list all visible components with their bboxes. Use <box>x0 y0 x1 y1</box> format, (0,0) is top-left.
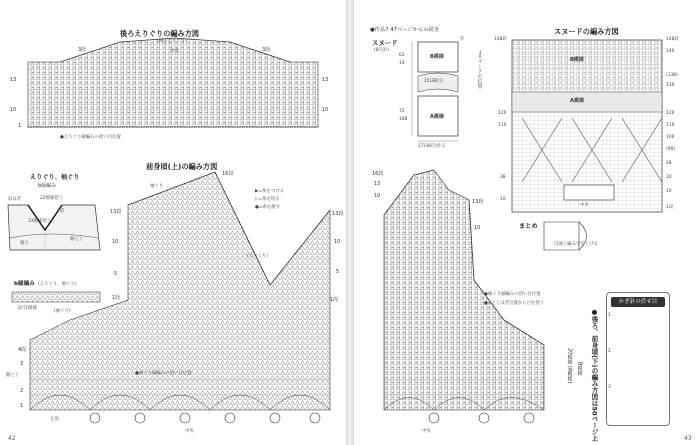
snood-left-row-110: 110 <box>498 123 507 128</box>
back-row-3-left: 3段 <box>78 47 87 53</box>
r-front-row-16: 16段 <box>372 171 384 177</box>
front-row-1-right: 1段 <box>330 297 339 303</box>
hook-step-2: 2 <box>608 349 611 354</box>
snood-row-138: (138) <box>666 73 678 78</box>
back-row-1: 1 <box>18 123 22 129</box>
continued-title: ●作品7 47ページからの続き <box>370 27 440 33</box>
snood-row-110: 110 <box>666 123 675 128</box>
front-row-16: 16段 <box>222 171 234 177</box>
back-row-13-right: 13 <box>322 77 329 83</box>
collar-33: 33模様拾う <box>28 219 52 224</box>
hook-step-1: 1 <box>608 313 611 318</box>
snood-chart-title: スヌードの編み方図 <box>554 27 619 36</box>
vertical-main-note: ●後ろ、前身頃(下)の編み方図は50ページ上 <box>590 308 599 442</box>
back-note: ●えりぐり縁編みの拾い目位置 <box>60 135 121 140</box>
legend-3: ●=糸を渡す <box>255 205 281 210</box>
front-row-10-left: 10 <box>112 239 119 245</box>
front-row-10-right: 10 <box>334 239 341 245</box>
start-label: 作 <box>460 37 465 42</box>
vertical-sub-2: B模様 <box>576 362 583 376</box>
width-label: 15(38目) <box>424 79 443 84</box>
front-row-3: 3 <box>20 361 24 367</box>
snood-row-140: 140 <box>666 49 675 54</box>
back-neck-label: (後ろえりぐり) <box>157 39 187 44</box>
collar-sub: b縁編み <box>38 183 57 189</box>
b-edge-title: b縁編み <box>14 281 35 287</box>
hook-bindoff-box <box>606 292 670 426</box>
chart-pattern-a: A模様 <box>570 98 584 104</box>
r-front-row-13: 13 <box>374 181 381 187</box>
front-center-bottom: 中央 <box>185 429 194 434</box>
back-neck-title: 後ろえりぐりの編み方図 <box>120 29 200 38</box>
hook-box-title: かぎ針の伏せ目 <box>611 297 665 307</box>
front-row-5-left: 5 <box>114 271 118 277</box>
r-front-row-10-right: 10 <box>474 225 481 231</box>
front-row-4: 4段 <box>18 347 27 353</box>
snood-row-1: 1段 <box>666 205 674 210</box>
snood-left-row-120: 120 <box>498 111 507 116</box>
snood-sub: (8号針) <box>374 48 390 53</box>
front-left-label: 左前 <box>50 417 59 422</box>
snood-pattern-a: A模様 <box>430 114 444 120</box>
front-row-13-right: 13段 <box>332 211 344 217</box>
snood-row-20: 20 <box>666 175 672 180</box>
collar-front: 前 <box>60 209 65 214</box>
collar-back: 後ろ <box>20 241 29 246</box>
b-edging-chart <box>12 292 100 302</box>
neck-label: (えりぐり) <box>247 254 268 259</box>
sleeve-note: ●袖ぐり縁編みの拾い目位置 <box>135 371 192 376</box>
right-page <box>354 0 700 445</box>
dim-b-2: 14 <box>399 61 405 66</box>
armhole-mark: 袖ぐり <box>150 184 164 189</box>
left-page-charts <box>0 0 346 445</box>
b-edge-sub: (えりぐり、袖ぐり) <box>38 282 77 287</box>
snood-chart <box>512 40 662 212</box>
finishing-note: 目通し編みで仕上げる <box>554 242 598 247</box>
finishing-title: まとめ <box>519 223 538 230</box>
snood-row-90: (90) <box>666 147 676 152</box>
snood-left-row-10: 10 <box>500 197 506 202</box>
left-page <box>0 0 346 445</box>
bottom-label: 17(38目)作る <box>418 144 446 149</box>
r-front-row-13-right: 13段 <box>472 199 484 205</box>
repeat-marks <box>90 413 320 423</box>
r-note-2: ●=とじはぎ位置から目を拾う <box>484 301 545 306</box>
r-front-row-10: 10 <box>374 193 381 199</box>
back-center-label: 中央 <box>170 49 179 54</box>
snood-row-28: 28 <box>666 161 672 166</box>
r-note-1: ●袖ぐり縁編みの拾い目位置 <box>484 292 541 297</box>
r-front-center: 中央 <box>422 429 431 434</box>
page-number-right: 43 <box>684 435 692 442</box>
snood-label: スヌード <box>372 39 398 47</box>
snood-row-120: 120 <box>666 111 675 116</box>
chart-pattern-b: B模様 <box>570 57 584 63</box>
front-row-2: 2 <box>20 388 24 394</box>
hook-step-3: 3 <box>608 385 611 390</box>
back-row-10-left: 10 <box>10 107 17 113</box>
front-row-13-left: 13段 <box>110 209 122 215</box>
legend-1: ▶=糸をつける <box>255 189 285 194</box>
collar-22: 22模様拾う <box>40 196 64 201</box>
page-gutter <box>346 0 354 445</box>
legend-2: ▷=糸を切る <box>255 197 280 202</box>
snood-row-130: 130 <box>666 83 675 88</box>
dim-b-1: 63 <box>399 53 405 58</box>
snood-row-100: 100 <box>666 135 675 140</box>
side-label: 脇とじ <box>6 373 20 378</box>
snood-left-row-148: 148段 <box>494 37 507 42</box>
dim-a-2: 188 <box>399 117 408 122</box>
collar-shoulder: 肩はぎ <box>8 197 22 202</box>
back-row-13-left: 13 <box>10 77 17 83</box>
collar-title: えりぐり、袖ぐり <box>30 174 80 181</box>
page-number-left: 42 <box>8 435 16 442</box>
front-row-1: 1 <box>20 403 24 409</box>
collar-side: 脇とじ <box>70 237 84 242</box>
front-row-1-left: 1段 <box>112 295 121 301</box>
snood-center: 中央 <box>580 203 589 208</box>
dim-a-1: 72 <box>399 109 405 114</box>
front-row-5-right: 5 <box>336 269 340 275</box>
snood-left-row-38: 38 <box>500 175 506 180</box>
front-arm-label: (袖ぐり) <box>54 309 71 314</box>
back-row-10-right: 10 <box>322 107 329 113</box>
front-title: 前身頃(上)の編み方図 <box>146 162 218 171</box>
snood-pattern-b: B模様 <box>430 54 444 60</box>
snood-row-148: 148段 <box>666 37 679 42</box>
snood-row-10: 10 <box>666 189 672 194</box>
back-row-3-right: 3段 <box>262 47 271 53</box>
arrow-note: →=マークの位置 <box>476 50 483 89</box>
vertical-sub-1: 20模様 (A模様) <box>566 348 573 384</box>
b-edge-rows: 2目1模様 <box>18 306 37 311</box>
